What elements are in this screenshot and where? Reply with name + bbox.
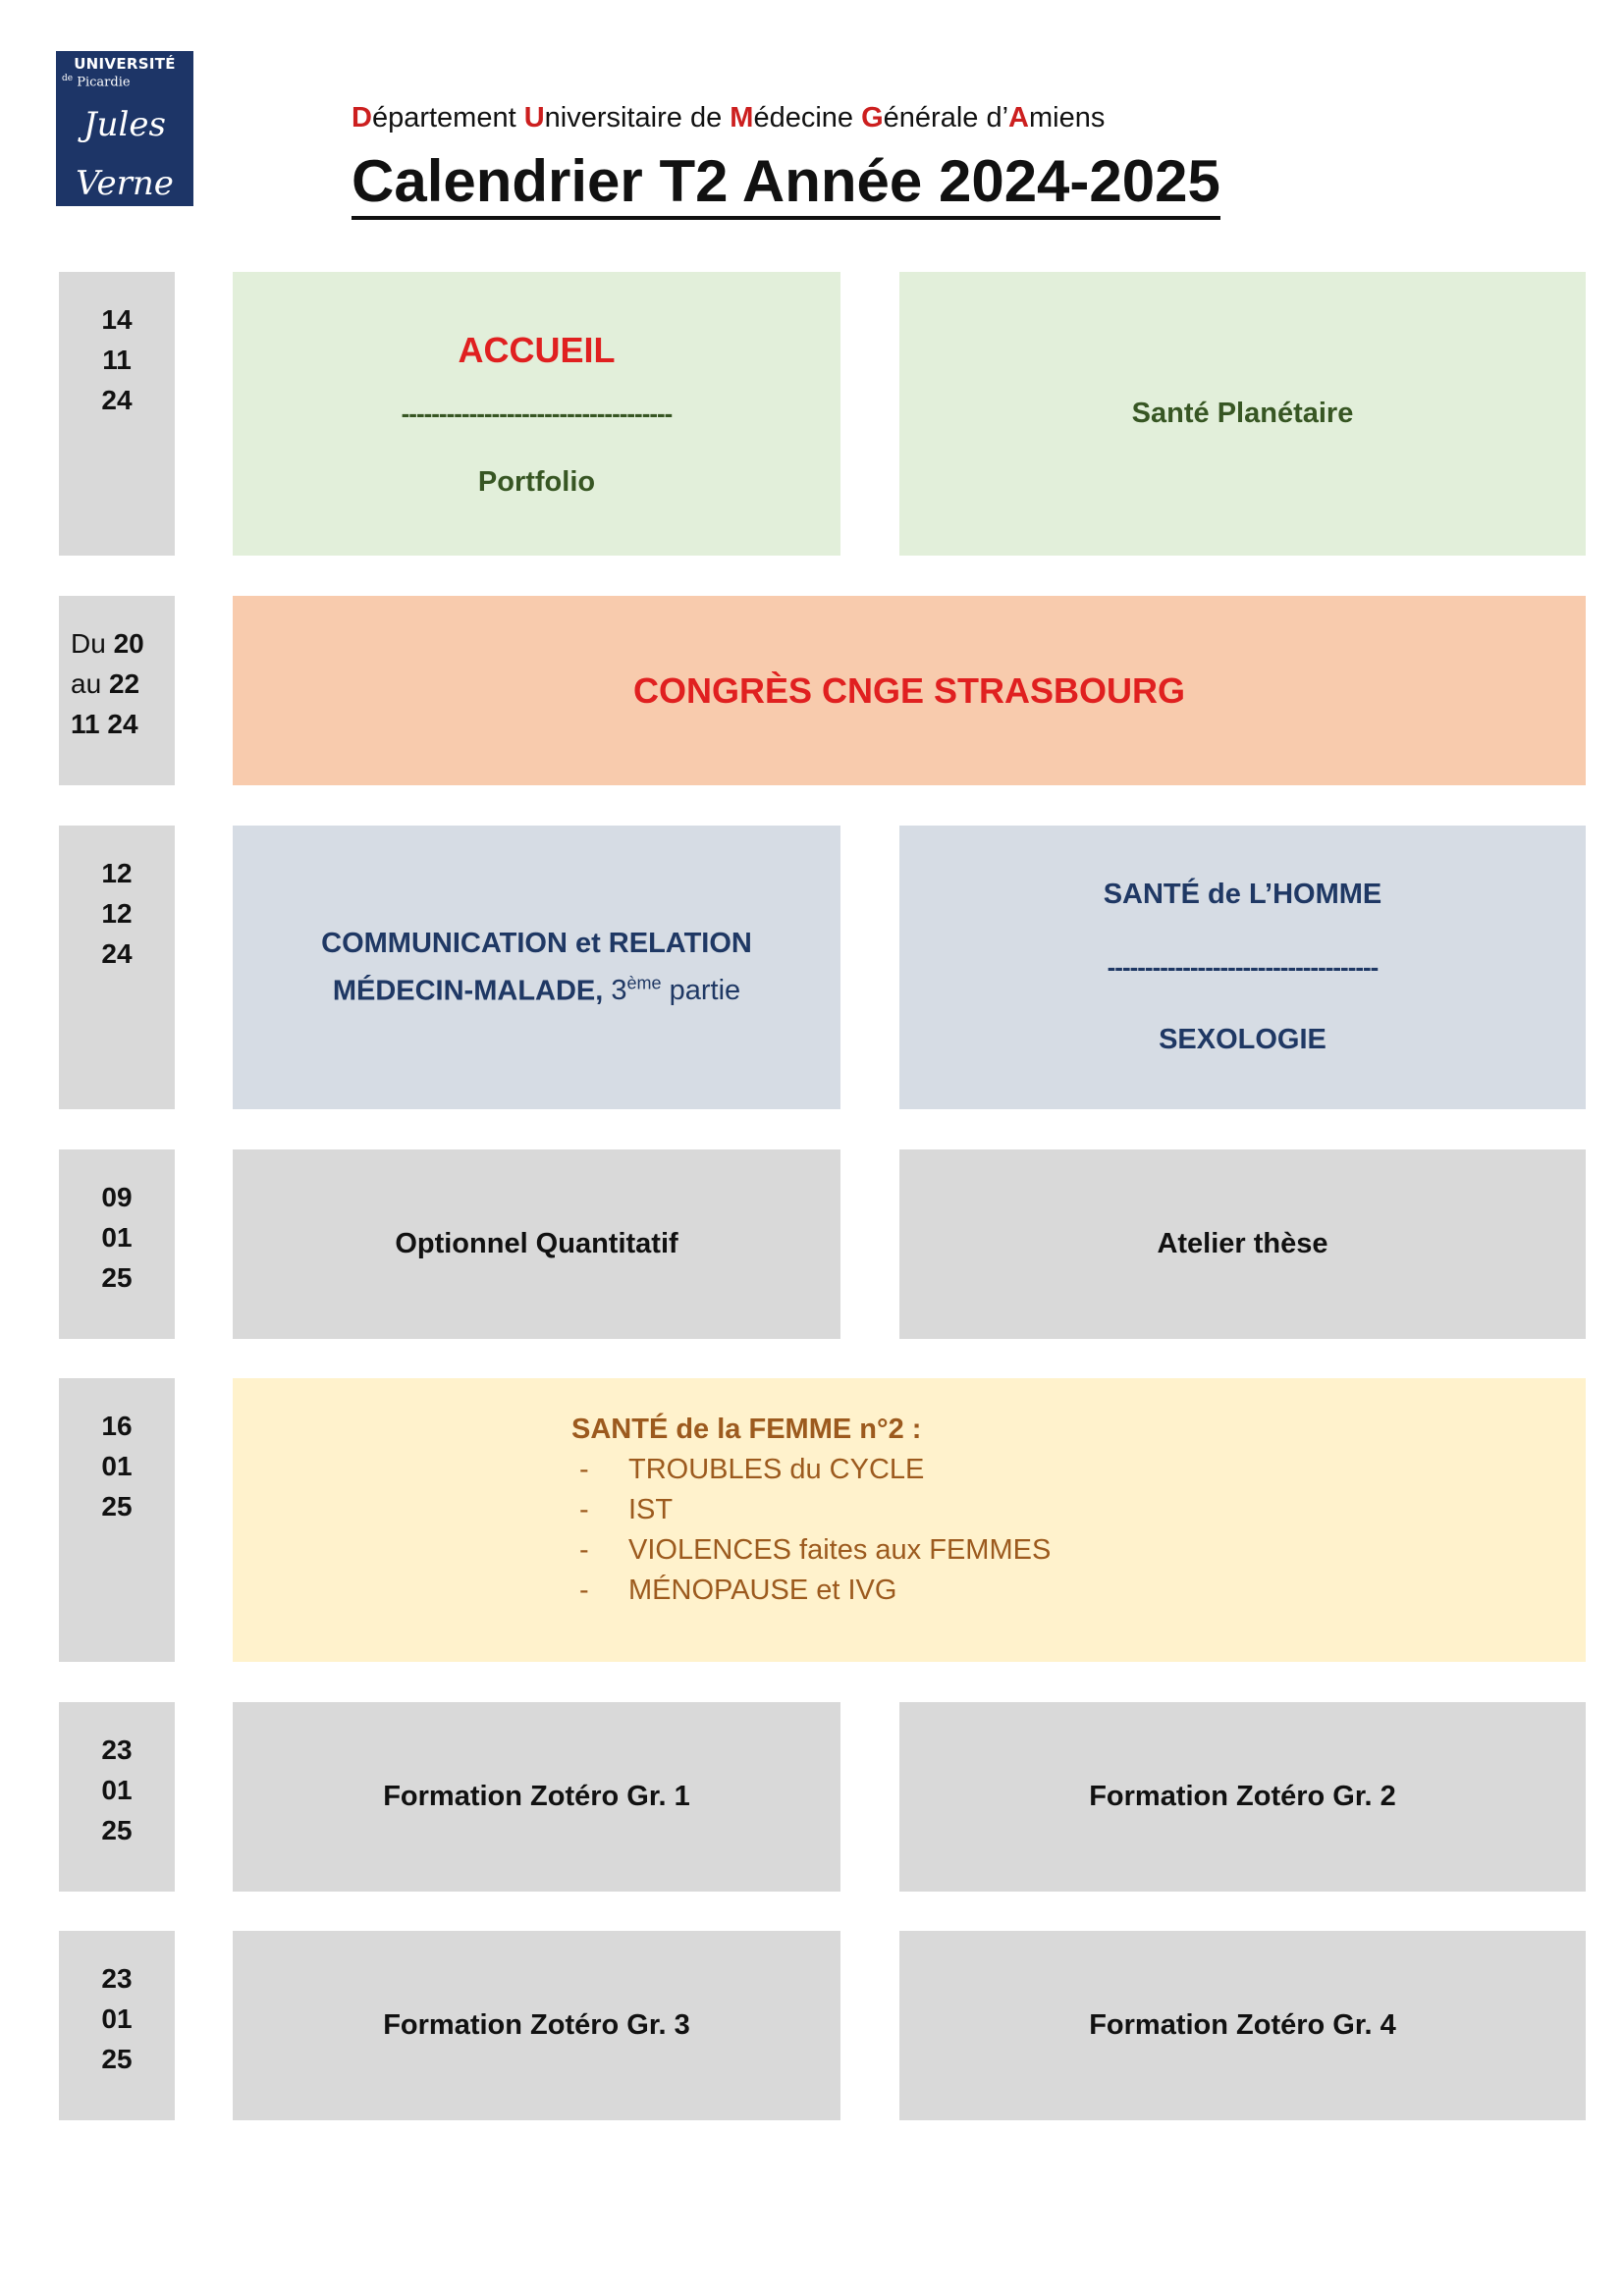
- logo-picardie-text: [56, 74, 193, 89]
- sante-planetaire-label: Santé Planétaire: [1131, 398, 1354, 429]
- dept-cap-a: A: [1008, 102, 1029, 133]
- ordinal-number: 3: [611, 975, 627, 1007]
- date-day: 09: [101, 1182, 133, 1212]
- date-cell-row-5: [59, 1378, 175, 1662]
- divider: ------------------------------------: [401, 398, 673, 428]
- date-month: 12: [101, 898, 133, 929]
- partie-label: partie: [669, 975, 741, 1007]
- date-month: 01: [101, 1451, 133, 1481]
- date-year: 25: [101, 1815, 133, 1845]
- portfolio-label: Portfolio: [477, 465, 596, 498]
- session-optionnel: [233, 1149, 840, 1339]
- logo-university-text: UNIVERSITÉ: [74, 55, 176, 73]
- university-logo: [56, 51, 193, 206]
- session-congres: [233, 596, 1586, 785]
- date-cell-row-4: [59, 1149, 175, 1339]
- session-zotero-gr4: [899, 1931, 1586, 2120]
- date-day: 23: [101, 1735, 133, 1765]
- date-year: 25: [101, 1262, 133, 1293]
- date-year: 25: [101, 2044, 133, 2074]
- session-communication: [233, 826, 840, 1109]
- list-item: - VIOLENCES faites aux FEMMES: [571, 1530, 1051, 1571]
- list-item: - TROUBLES du CYCLE: [571, 1450, 1051, 1490]
- divider: ------------------------------------: [1107, 952, 1379, 982]
- accueil-title: ACCUEIL: [458, 329, 616, 370]
- dept-word-3: édecine: [753, 102, 862, 133]
- dept-word-4: énérale d’: [883, 102, 1009, 133]
- ordinal-suffix: ème: [626, 973, 662, 993]
- date-cell-row-7: [59, 1931, 175, 2120]
- date-month: 11: [102, 345, 132, 375]
- dept-word-1: épartement: [371, 102, 524, 133]
- communication-line-1: COMMUNICATION et RELATION: [321, 927, 752, 959]
- optionnel-label: Optionnel Quantitatif: [395, 1228, 678, 1259]
- sante-femme-content: [571, 1410, 1051, 1611]
- date-year: 24: [101, 938, 133, 969]
- logo-picardie-word: Picardie: [77, 75, 131, 90]
- zotero-gr1-label: Formation Zotéro Gr. 1: [383, 1781, 690, 1812]
- dept-word-5: miens: [1028, 102, 1106, 133]
- zotero-gr2-label: Formation Zotéro Gr. 2: [1089, 1781, 1396, 1812]
- session-zotero-gr1: [233, 1702, 840, 1892]
- date-year: 25: [101, 1491, 133, 1522]
- dept-cap-u: U: [523, 102, 545, 133]
- sexologie-label: SEXOLOGIE: [1159, 1024, 1326, 1055]
- dept-cap-g: G: [861, 102, 884, 133]
- session-accueil: [233, 272, 840, 556]
- sante-femme-list: [571, 1450, 1051, 1611]
- date-du: Du: [71, 628, 106, 659]
- date-month-year: 11 24: [71, 709, 138, 739]
- dept-word-2: niversitaire de: [544, 102, 731, 133]
- date-day: 23: [101, 1963, 133, 1994]
- date-day: 14: [101, 304, 133, 335]
- communication-line-2: MÉDECIN-MALADE,: [332, 975, 604, 1007]
- date-year: 24: [101, 385, 133, 415]
- zotero-gr4-label: Formation Zotéro Gr. 4: [1089, 2009, 1396, 2041]
- logo-signature: Jules Verne: [76, 105, 174, 204]
- dept-cap-d: D: [352, 102, 372, 133]
- page-title: Calendrier T2 Année 2024-2025: [352, 147, 1220, 220]
- date-day: 12: [101, 858, 133, 888]
- date-month: 01: [101, 2003, 133, 2034]
- date-cell-row-1: [59, 272, 175, 556]
- dept-cap-m: M: [730, 102, 754, 133]
- date-au: au: [71, 668, 102, 699]
- session-zotero-gr2: [899, 1702, 1586, 1892]
- date-day: 16: [101, 1411, 133, 1441]
- session-atelier-these: [899, 1149, 1586, 1339]
- session-zotero-gr3: [233, 1931, 840, 2120]
- date-cell-row-3: [59, 826, 175, 1109]
- list-item: - MÉNOPAUSE et IVG: [571, 1571, 1051, 1611]
- sante-homme-title: SANTÉ de L’HOMME: [1103, 879, 1382, 910]
- atelier-these-label: Atelier thèse: [1157, 1228, 1328, 1259]
- date-cell-row-2: [59, 596, 175, 785]
- date-month: 01: [101, 1775, 133, 1805]
- logo-de-text: de: [62, 74, 74, 83]
- session-sante-planetaire: [899, 272, 1586, 556]
- date-month: 01: [101, 1222, 133, 1253]
- department-title: [352, 102, 1105, 134]
- date-from: 20: [113, 628, 144, 659]
- zotero-gr3-label: Formation Zotéro Gr. 3: [383, 2009, 690, 2041]
- congres-title: CONGRÈS CNGE STRASBOURG: [632, 669, 1186, 711]
- sante-femme-title: SANTÉ de la FEMME n°2 :: [571, 1414, 922, 1445]
- date-to: 22: [108, 668, 140, 699]
- list-item: - IST: [571, 1490, 1051, 1530]
- session-sante-homme: [899, 826, 1586, 1109]
- date-cell-row-6: [59, 1702, 175, 1892]
